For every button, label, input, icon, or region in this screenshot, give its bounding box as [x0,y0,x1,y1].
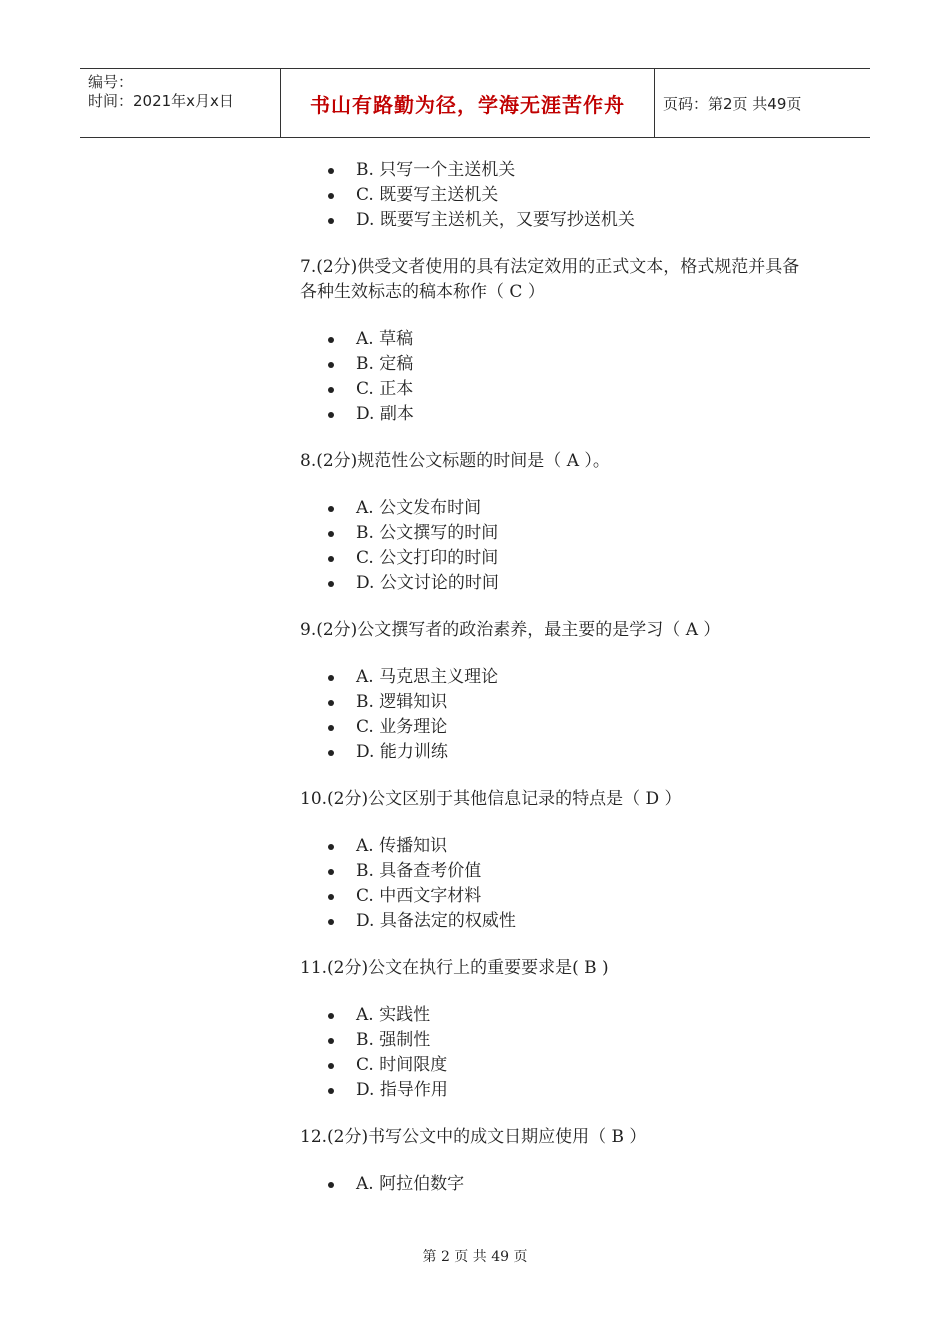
bullet-icon [328,168,334,174]
list-item [300,1028,820,1053]
bullet-icon [328,844,334,850]
option-text: C. 既要写主送机关 [356,185,499,205]
bullet-icon [328,869,334,875]
option-text: A. 实践性 [356,1005,431,1025]
option-list [300,665,820,765]
bullet-icon [328,1182,334,1188]
bullet-icon [328,675,334,681]
question-text: 10.(2分)公文区别于其他信息记录的特点是（ D ） [300,789,682,809]
option-text: D. 具备法定的权威性 [356,911,516,931]
bullet-icon [328,362,334,368]
list-item [300,1003,820,1028]
question-content [300,158,820,1197]
option-text: C. 中西文字材料 [356,886,482,906]
list-item [300,740,820,765]
list-item [300,183,820,208]
bullet-icon [328,1038,334,1044]
list-item [300,158,820,183]
option-text: B. 强制性 [356,1030,431,1050]
bullet-icon [328,531,334,537]
list-item [300,690,820,715]
bullet-icon [328,412,334,418]
option-text: A. 公文发布时间 [356,498,482,518]
bullet-icon [328,556,334,562]
option-text: B. 只写一个主送机关 [356,160,516,180]
serial-label: 编号： [88,73,134,91]
option-text: C. 时间限度 [356,1055,448,1075]
bullet-icon [328,581,334,587]
bullet-icon [328,919,334,925]
bullet-icon [328,700,334,706]
option-text: C. 业务理论 [356,717,448,737]
option-text: D. 副本 [356,404,414,424]
bullet-icon [328,387,334,393]
bullet-icon [328,1063,334,1069]
option-text: A. 马克思主义理论 [356,667,499,687]
bullet-icon [328,506,334,512]
list-item [300,884,820,909]
bullet-icon [328,750,334,756]
page-info: 页码：第2页 共49页 [663,95,802,113]
bullet-icon [328,725,334,731]
list-item [300,352,820,377]
list-item [300,715,820,740]
option-text: B. 公文撰写的时间 [356,523,499,543]
bullet-icon [328,218,334,224]
question-text: 9.(2分)公文撰写者的政治素养，最主要的是学习（ A ） [300,620,721,640]
list-item [300,521,820,546]
bullet-icon [328,1013,334,1019]
option-text: B. 逻辑知识 [356,692,448,712]
list-item [300,327,820,352]
list-item [300,909,820,934]
option-text: C. 正本 [356,379,414,399]
option-list [300,158,820,233]
list-item [300,859,820,884]
option-text: D. 公文讨论的时间 [356,573,499,593]
list-item [300,496,820,521]
list-item [300,1053,820,1078]
option-text: D. 能力训练 [356,742,448,762]
option-text: D. 指导作用 [356,1080,448,1100]
option-list [300,1003,820,1103]
bullet-icon [328,193,334,199]
list-item [300,1078,820,1103]
time-label: 时间：2021年x月x日 [88,92,234,110]
bullet-icon [328,894,334,900]
question-text: 11.(2分)公文在执行上的重要要求是( B ) [300,958,609,978]
option-text: A. 阿拉伯数字 [356,1174,465,1194]
option-list [300,1172,820,1197]
list-item [300,834,820,859]
list-item [300,402,820,427]
motto: 书山有路勤为径，学海无涯苦作舟 [310,93,625,117]
list-item [300,546,820,571]
question-text: 8.(2分)规范性公文标题的时间是（ A ）。 [300,451,610,471]
list-item [300,1172,820,1197]
header-meta-cell [80,69,281,137]
header-motto-cell [281,69,655,137]
option-list [300,834,820,934]
page-footer: 第 2 页 共 49 页 [422,1249,528,1265]
bullet-icon [328,1088,334,1094]
option-list [300,327,820,427]
option-text: A. 草稿 [356,329,414,349]
option-text: D. 既要写主送机关，又要写抄送机关 [356,210,635,230]
document-header [80,68,870,138]
option-list [300,496,820,596]
option-text: B. 定稿 [356,354,414,374]
list-item [300,208,820,233]
header-page-cell [655,69,870,137]
list-item [300,377,820,402]
question-text: 7.(2分)供受文者使用的具有法定效用的正式文本，格式规范并具备各种生效标志的稿本称作（ C ） [300,257,800,302]
option-text: B. 具备查考价值 [356,861,482,881]
option-text: C. 公文打印的时间 [356,548,499,568]
option-text: A. 传播知识 [356,836,448,856]
bullet-icon [328,337,334,343]
question-text: 12.(2分)书写公文中的成文日期应使用（ B ） [300,1127,647,1147]
list-item [300,571,820,596]
list-item [300,665,820,690]
